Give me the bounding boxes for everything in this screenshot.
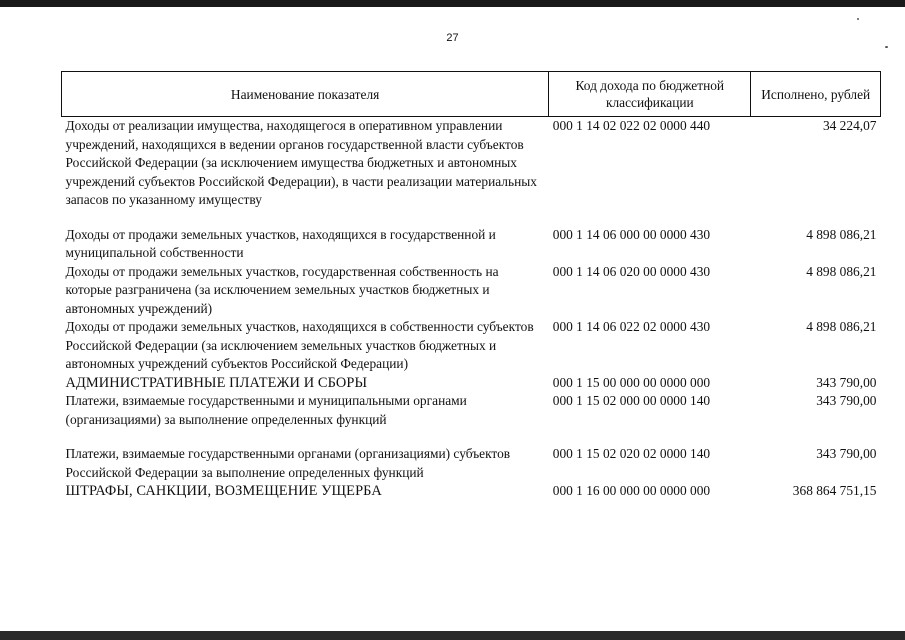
scan-speck [885,46,888,48]
row-sum: 34 224,07 [822,118,877,133]
row-name: Доходы от реализации имущества, находящегося в оперативном управлении учреждений, находящихся в ведении органов государственной власти субъектов Российской Федерации (за исключением имущества бюджетных и автономных учреждений субъектов Российской Федерации), в части реализации материальных запасов по указанному имуществу [65,118,537,207]
row-sum: 343 790,00 [816,374,877,390]
row-sum: 4 898 086,21 [806,226,877,242]
scan-edge-bottom [0,631,905,640]
row-code: 000 1 15 02 000 00 0000 140 [552,393,711,408]
table-header-row [62,72,881,117]
table-row-section [62,482,881,501]
table-row [62,318,881,374]
table-row-section [62,374,881,393]
row-code: 000 1 14 06 020 00 0000 430 [552,263,711,279]
row-sum: 343 790,00 [816,446,877,461]
scan-speck [857,18,859,20]
row-sum: 4 898 086,21 [806,319,877,334]
row-code: 000 1 15 00 000 00 0000 000 [552,374,711,390]
row-name: Платежи, взимаемые государственными и муниципальными органами (организациями) за выполнение определенных функций [65,393,467,427]
table-row [62,117,881,226]
row-name: Платежи, взимаемые государственными органами (организациями) субъектов Российской Федерации за выполнение определенных функций [65,446,511,480]
row-code: 000 1 14 06 022 02 0000 430 [552,319,711,334]
header-budget-code: Код дохода по бюджетной классификации [549,72,751,117]
row-name: Доходы от продажи земельных участков, находящихся в собственности субъектов Российской Федерации (за исключением земельных участков бюджетных и автономных учреждений субъектов Российской Федерации) [65,319,534,371]
row-code: 000 1 14 02 022 02 0000 440 [552,118,711,133]
table-row [62,445,881,482]
row-name: АДМИНИСТРАТИВНЫЕ ПЛАТЕЖИ И СБОРЫ [65,374,368,391]
header-indicator-name: Наименование показателя [62,72,549,117]
row-name: Доходы от продажи земельных участков, находящихся в государственной и муниципальной собственности [65,226,496,260]
row-name: ШТРАФЫ, САНКЦИИ, ВОЗМЕЩЕНИЕ УЩЕРБА [65,483,382,499]
page-number: 27 [446,32,459,44]
table-row [62,263,881,319]
row-sum: 368 864 751,15 [792,483,877,498]
revenue-table [61,71,881,501]
row-name: Доходы от продажи земельных участков, государственная собственность на которые разграничена (за исключением земельных участков бюджетных и автономных учреждений) [65,263,499,316]
table-row [62,392,881,445]
row-code: 000 1 15 02 020 02 0000 140 [552,446,711,461]
scan-edge-top [0,0,905,7]
row-sum: 343 790,00 [816,393,877,408]
table-row [62,226,881,263]
row-code: 000 1 14 06 000 00 0000 430 [552,226,711,242]
row-sum: 4 898 086,21 [806,263,877,279]
row-code: 000 1 16 00 000 00 0000 000 [552,483,711,498]
header-executed-sum: Исполнено, рублей [751,72,881,117]
